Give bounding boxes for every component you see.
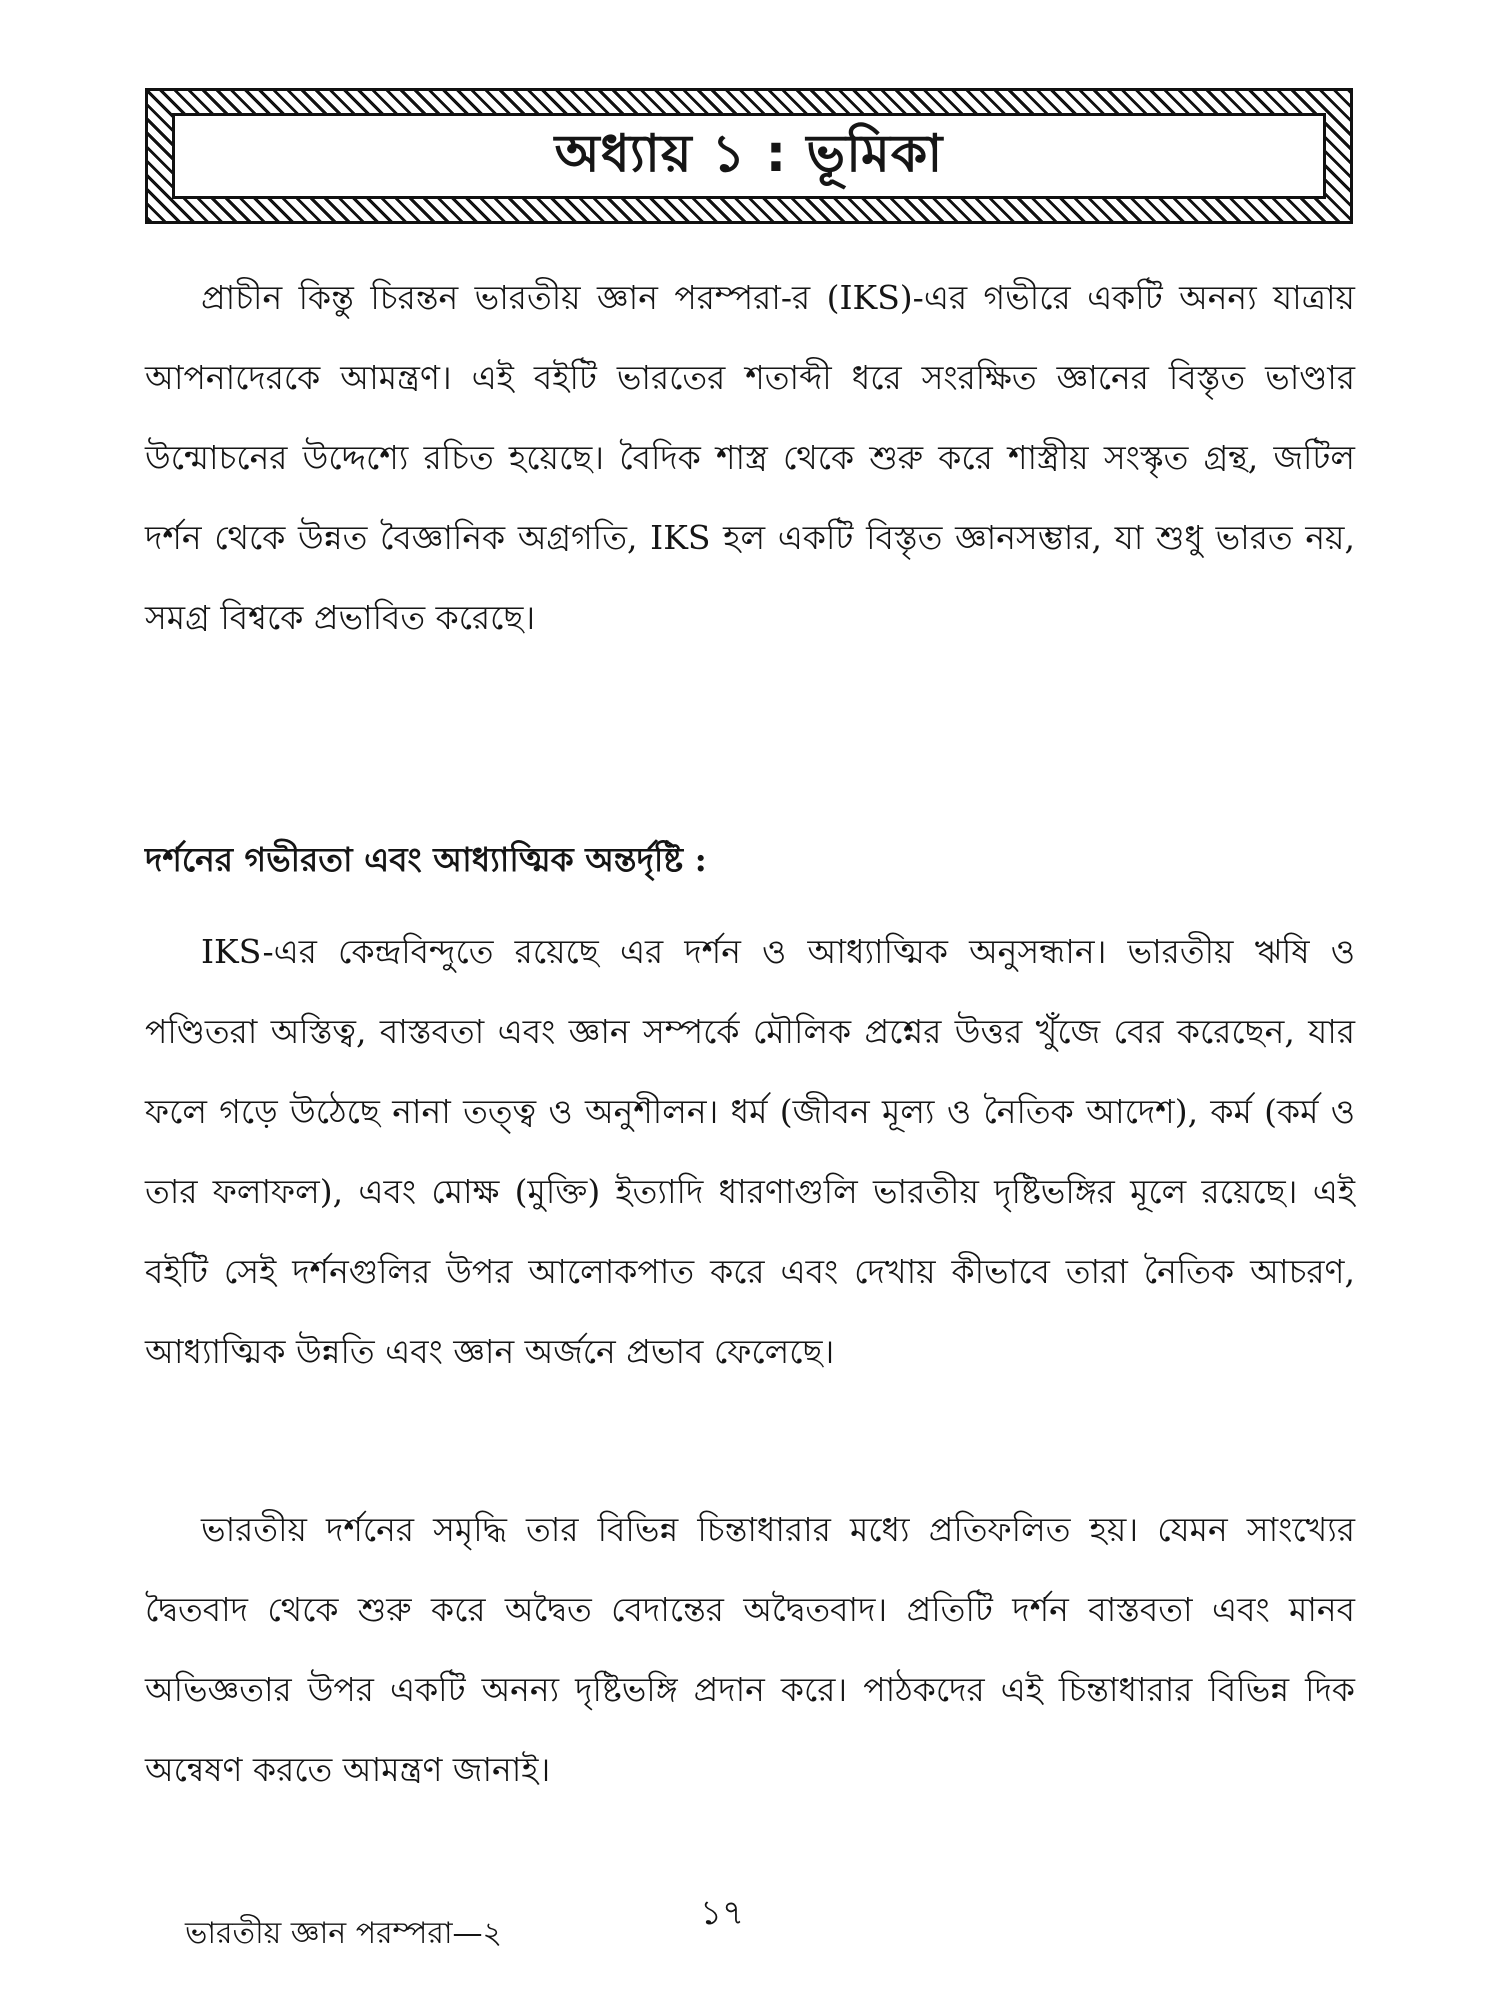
chapter-title: অধ্যায় ১ : ভূমিকা: [554, 123, 944, 184]
intro-paragraph: প্রাচীন কিন্তু চিরন্তন ভারতীয় জ্ঞান পরম্পরা-র (IKS)-এর গভীরে একটি অনন্য যাত্রায় আপনাদেরকে আমন্ত্রণ। এই বইটি ভারতের শতাব্দী ধরে সংরক্ষিত জ্ঞানের বিস্তৃত ভাণ্ডার উন্মোচনের উদ্দেশ্যে রচিত হয়েছে। বৈদিক শাস্ত্র থেকে শুরু করে শাস্ত্রীয় সংস্কৃত গ্রন্থ, জটিল দর্শন থেকে উন্নত বৈজ্ঞানিক অগ্রগতি, IKS হল একটি বিস্তৃত জ্ঞানসম্ভার, যা শুধু ভারত নয়, সমগ্র বিশ্বকে প্রভাবিত করেছে।: [145, 278, 1355, 637]
page-footer: [0, 1893, 1500, 1955]
section-paragraph-1: IKS-এর কেন্দ্রবিন্দুতে রয়েছে এর দর্শন ও আধ্যাত্মিক অনুসন্ধান। ভারতীয় ঋষি ও পণ্ডিতরা অস্তিত্ব, বাস্তবতা এবং জ্ঞান সম্পর্কে মৌলিক প্রশ্নের উত্তর খুঁজে বের করেছেন, যার ফলে গড়ে উঠেছে নানা তত্ত্ব ও অনুশীলন। ধর্ম (জীবন মূল্য ও নৈতিক আদেশ), কর্ম (কর্ম ও তার ফলাফল), এবং মোক্ষ (মুক্তি) ইত্যাদি ধারণাগুলি ভারতীয় দৃষ্টিভঙ্গির মূলে রয়েছে। এই বইটি সেই দর্শনগুলির উপর আলোকপাত করে এবং দেখায় কীভাবে তারা নৈতিক আচরণ, আধ্যাত্মিক উন্নতি এবং জ্ঞান অর্জনে প্রভাব ফেলেছে।: [145, 932, 1355, 1371]
section-heading: দর্শনের গভীরতা এবং আধ্যাত্মিক অন্তর্দৃষ্টি :: [145, 840, 707, 879]
section-paragraph-2: ভারতীয় দর্শনের সমৃদ্ধি তার বিভিন্ন চিন্তাধারার মধ্যে প্রতিফলিত হয়। যেমন সাংখ্যের দ্বৈতবাদ থেকে শুরু করে অদ্বৈত বেদান্তের অদ্বৈতবাদ। প্রতিটি দর্শন বাস্তবতা এবং মানব অভিজ্ঞতার উপর একটি অনন্য দৃষ্টিভঙ্গি প্রদান করে। পাঠকদের এই চিন্তাধারার বিভিন্ন দিক অন্বেষণ করতে আমন্ত্রণ জানাই।: [145, 1510, 1355, 1789]
chapter-title-inner: [172, 113, 1326, 199]
chapter-title-box: [145, 88, 1353, 224]
running-footer-title: ভারতীয় জ্ঞান পরম্পরা—২: [185, 1916, 503, 1951]
page-number: ১৭: [700, 1893, 745, 1933]
